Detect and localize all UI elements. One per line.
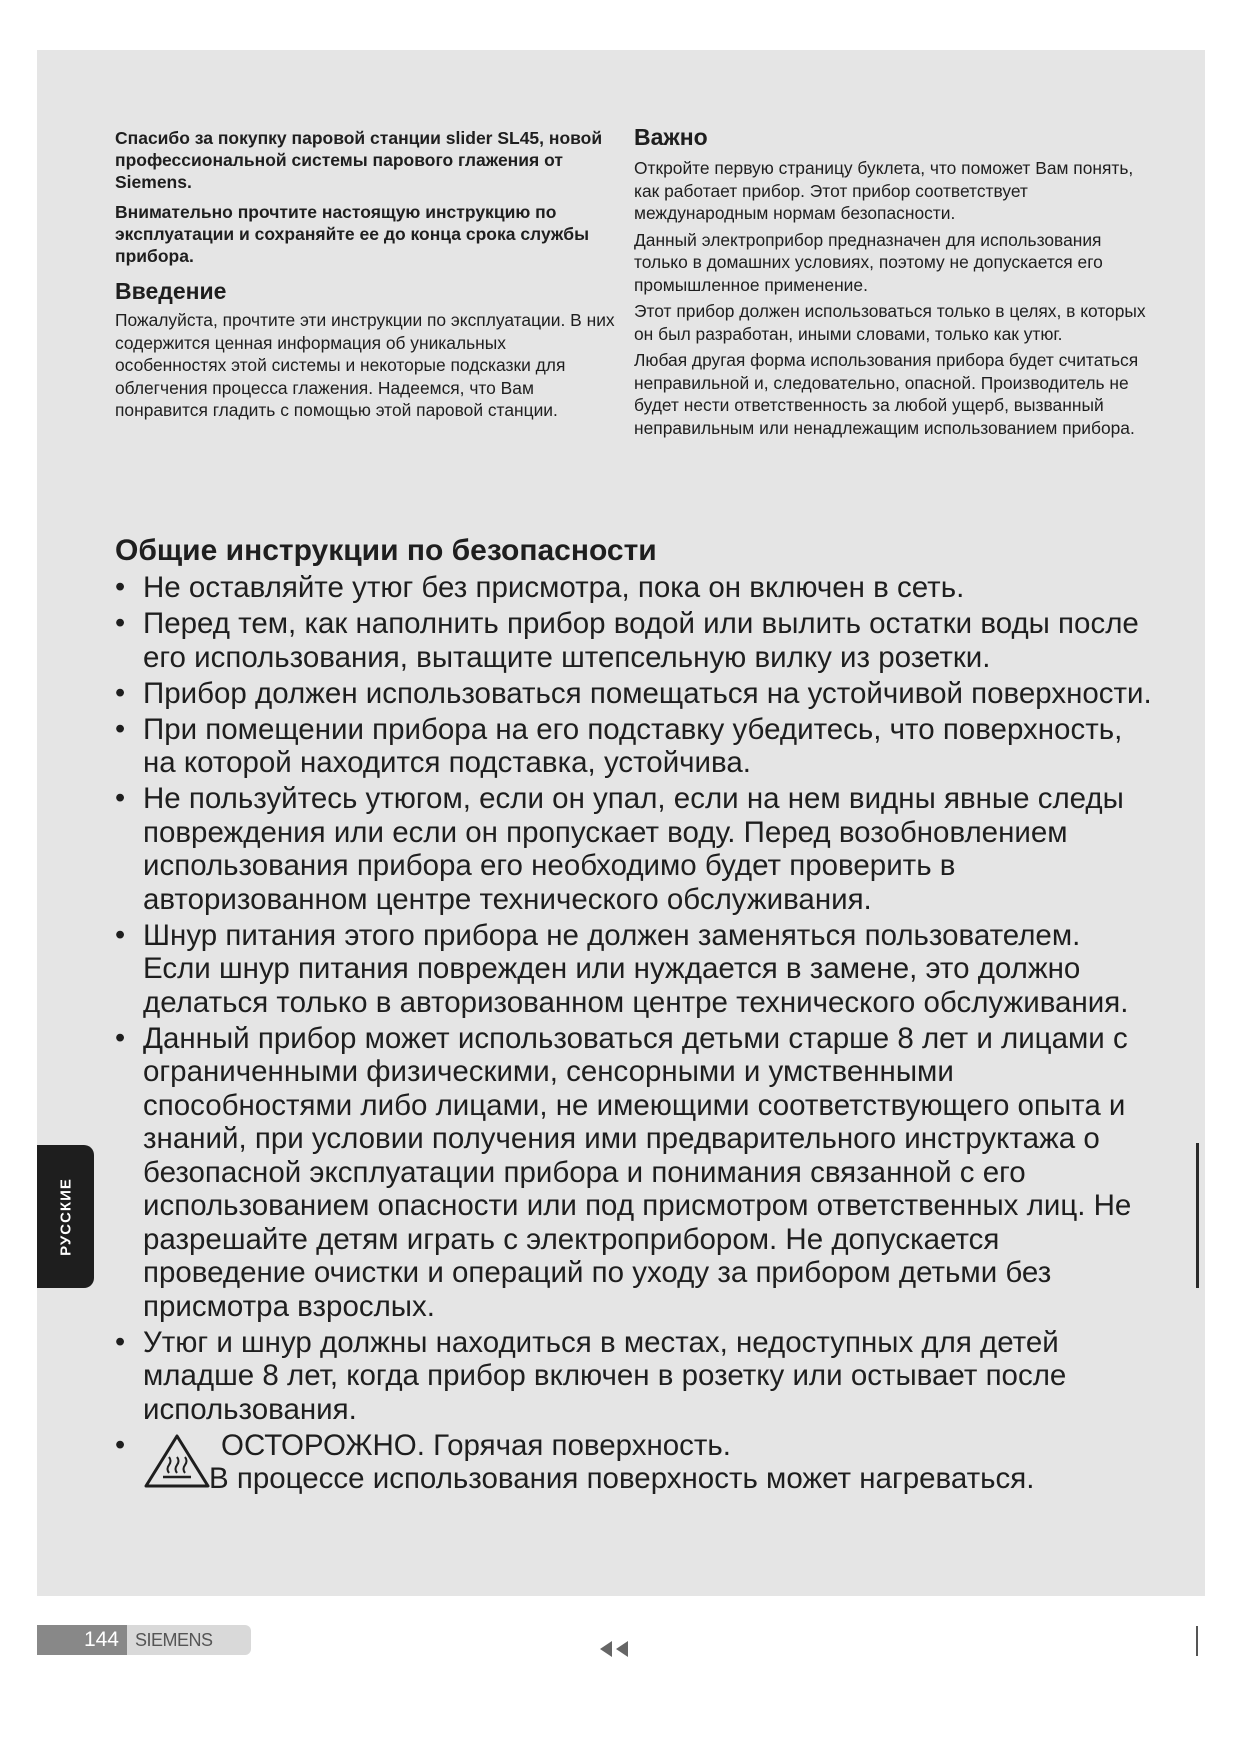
footer	[37, 1625, 251, 1655]
safety-item-text: Прибор должен использоваться помещаться на устойчивой поверхности.	[143, 676, 1152, 710]
important-heading: Важно	[634, 124, 708, 150]
safety-item-warning	[115, 1429, 1155, 1496]
safety-item	[115, 677, 1155, 711]
safety-item	[115, 1022, 1155, 1324]
right-edge-bar	[1196, 1143, 1199, 1288]
warning-text	[209, 1428, 1035, 1496]
safety-item	[115, 713, 1155, 780]
safety-item-text: Перед тем, как наполнить прибор водой или вылить остатки воды после его использования, вытащите штепсельную вилку из розетки.	[143, 607, 1139, 674]
safety-item-text: Шнур питания этого прибора не должен заменяться пользователем. Если шнур питания поврежден или нуждается в замене, это должно делаться только в авторизованном центре технического обслуживания.	[143, 918, 1129, 1019]
safety-item-text: Утюг и шнур должны находиться в местах, недоступных для детей младше 8 лет, когда прибор включен в розетку или остывает после использования.	[143, 1325, 1067, 1426]
safety-item	[115, 607, 1155, 674]
safety-item	[115, 782, 1155, 916]
bullet-marker: •	[115, 1325, 126, 1358]
thanks-text: Спасибо за покупку паровой станции slider SL45, новой профессиональной системы парового глажения от Siemens.	[115, 128, 603, 192]
important-paragraph: Этот прибор должен использоваться только в целях, в которых он был разработан, иными словами, только как утюг.	[634, 301, 1146, 344]
bullet-marker: •	[115, 918, 126, 951]
safety-item-text: При помещении прибора на его подставку убедитесь, что поверхность, на которой находится подставка, устойчива.	[143, 712, 1123, 779]
brand-label: SIEMENS	[127, 1625, 251, 1655]
safety-title: Общие инструкции по безопасности	[115, 534, 657, 567]
important-paragraph: Откройте первую страницу буклета, что поможет Вам понять, как работает прибор. Этот прибор соответствует международным нормам безопасности.	[634, 158, 1134, 223]
page-number: 144	[37, 1625, 127, 1655]
bullet-marker: •	[115, 1428, 126, 1461]
safety-item-text: Не оставляйте утюг без присмотра, пока он включен в сеть.	[143, 571, 965, 604]
safety-list	[115, 571, 1155, 1498]
safety-item-text: Не пользуйтесь утюгом, если он упал, если на нем видны явные следы повреждения или если он пропускает воду. Перед возобновлением использования прибора его необходимо будет проверить в авторизованном центре технического обслуживания.	[143, 782, 1124, 916]
read-carefully-text: Внимательно прочтите настоящую инструкцию по эксплуатации и сохраняйте ее до конца срока службы прибора.	[115, 202, 590, 266]
double-left-arrow-icon[interactable]	[598, 1640, 632, 1658]
intro-text: Пожалуйста, прочтите эти инструкции по эксплуатации. В них содержится ценная информация об уникальных особенностях этой системы и некоторые подсказки для облегчения процесса глажения. Надеемся, что Вам понравится гладить с помощью этой паровой станции.	[115, 310, 615, 420]
language-tab	[37, 1145, 94, 1288]
hot-surface-warning-icon	[143, 1433, 211, 1489]
intro-column	[115, 127, 620, 426]
bullet-marker: •	[115, 676, 126, 709]
safety-item	[115, 919, 1155, 1020]
warning-caution: ОСТОРОЖНО. Горячая поверхность.	[221, 1428, 731, 1462]
intro-heading: Введение	[115, 278, 227, 304]
important-column	[634, 124, 1154, 443]
bullet-marker: •	[115, 1021, 126, 1054]
language-tab-label: РУССКИЕ	[57, 1177, 74, 1256]
important-paragraph: Любая другая форма использования прибора будет считаться неправильной и, следовательно, опасной. Производитель не будет нести ответственность за любой ущерб, вызванный неправильным или ненадлежащим использованием прибора.	[634, 350, 1139, 438]
bullet-marker: •	[115, 782, 126, 814]
safety-item-text: Данный прибор может использоваться детьми старше 8 лет и лицами с ограниченными физическими, сенсорными и умственными способностями либо лицами, не имеющими соответствующего опыта и знаний, при условии получения ими предварительного инструктажа о безопасной эксплуатации прибора и понимания связанной с его использованием опасности или под присмотром ответственных лиц. Не разрешайте детям играть с электроприбором. Не допускается проведение очистки и операций по уходу за прибором детьми без присмотра взрослых.	[143, 1021, 1132, 1323]
right-edge-mark	[1196, 1626, 1198, 1656]
bullet-marker: •	[115, 571, 126, 603]
warning-detail: В процессе использования поверхность может нагреваться.	[209, 1462, 1035, 1495]
bullet-marker: •	[115, 712, 126, 745]
safety-item	[115, 571, 1155, 605]
safety-item	[115, 1326, 1155, 1427]
bullet-marker: •	[115, 607, 126, 639]
important-paragraph: Данный электроприбор предназначен для использования только в домашних условиях, поэтому не допускается его промышленное применение.	[634, 229, 1103, 295]
warning-row	[143, 1429, 1155, 1496]
